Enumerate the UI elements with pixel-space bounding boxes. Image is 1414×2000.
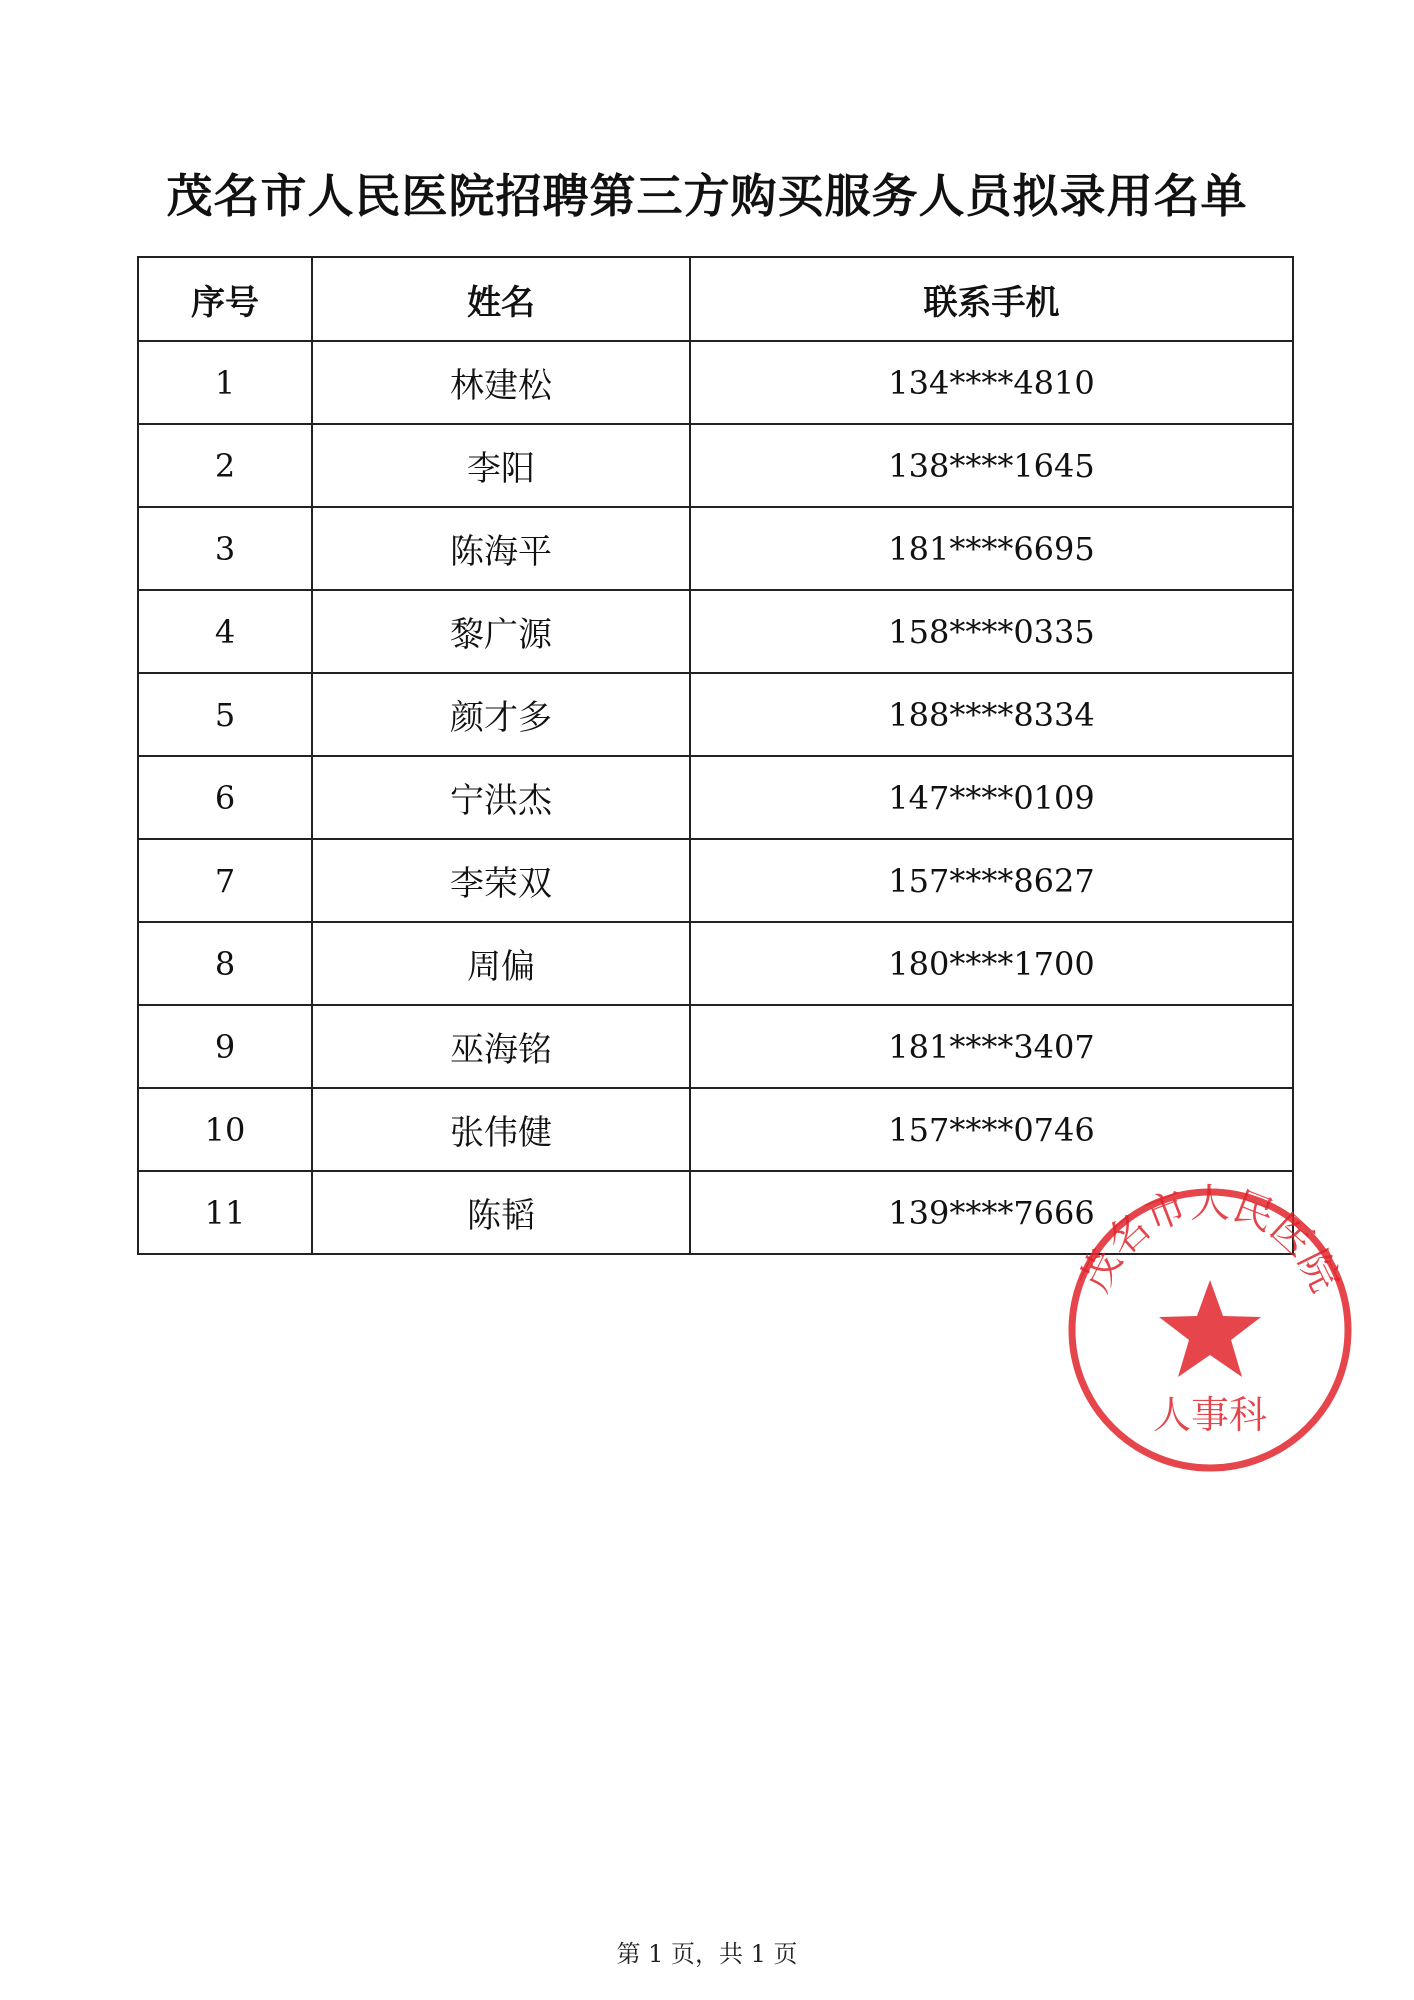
table-row xyxy=(138,507,1293,590)
star-icon xyxy=(1159,1280,1261,1377)
cell-index: 3 xyxy=(138,507,312,590)
cell-phone: 147****0109 xyxy=(690,756,1293,839)
table-row xyxy=(138,341,1293,424)
table-row xyxy=(138,1088,1293,1171)
table-row xyxy=(138,590,1293,673)
cell-name: 林建松 xyxy=(312,341,690,424)
cell-name: 陈海平 xyxy=(312,507,690,590)
cell-index: 9 xyxy=(138,1005,312,1088)
cell-index: 1 xyxy=(138,341,312,424)
cell-index: 8 xyxy=(138,922,312,1005)
table-row xyxy=(138,424,1293,507)
cell-phone: 157****8627 xyxy=(690,839,1293,922)
cell-index: 6 xyxy=(138,756,312,839)
cell-name: 张伟健 xyxy=(312,1088,690,1171)
cell-name: 周偏 xyxy=(312,922,690,1005)
cell-index: 5 xyxy=(138,673,312,756)
table-row xyxy=(138,839,1293,922)
table-row xyxy=(138,1005,1293,1088)
table-body xyxy=(138,341,1293,1254)
seal-ring-text: 茂名市人民医院 xyxy=(1072,1180,1348,1300)
cell-phone: 134****4810 xyxy=(690,341,1293,424)
table-row xyxy=(138,673,1293,756)
cell-name: 黎广源 xyxy=(312,590,690,673)
cell-phone: 158****0335 xyxy=(690,590,1293,673)
cell-phone: 188****8334 xyxy=(690,673,1293,756)
cell-phone: 181****3407 xyxy=(690,1005,1293,1088)
table-row xyxy=(138,756,1293,839)
cell-phone: 180****1700 xyxy=(690,922,1293,1005)
cell-phone: 138****1645 xyxy=(690,424,1293,507)
cell-phone: 139****7666 xyxy=(690,1171,1293,1254)
cell-index: 4 xyxy=(138,590,312,673)
roster-table xyxy=(137,256,1294,1255)
cell-name: 陈韬 xyxy=(312,1171,690,1254)
cell-name: 李荣双 xyxy=(312,839,690,922)
header-index: 序号 xyxy=(138,257,312,341)
cell-index: 7 xyxy=(138,839,312,922)
cell-index: 11 xyxy=(138,1171,312,1254)
page-footer: 第 1 页，共 1 页 xyxy=(616,1940,798,1968)
seal-center-text: 人事科 xyxy=(1152,1393,1268,1437)
cell-name: 李阳 xyxy=(312,424,690,507)
header-phone: 联系手机 xyxy=(690,257,1293,341)
official-seal xyxy=(1060,1180,1360,1480)
cell-index: 10 xyxy=(138,1088,312,1171)
page-title: 茂名市人民医院招聘第三方购买服务人员拟录用名单 xyxy=(166,169,1248,223)
cell-name: 颜才多 xyxy=(312,673,690,756)
cell-index: 2 xyxy=(138,424,312,507)
header-name: 姓名 xyxy=(312,257,690,341)
cell-name: 宁洪杰 xyxy=(312,756,690,839)
cell-name: 巫海铭 xyxy=(312,1005,690,1088)
table-row xyxy=(138,922,1293,1005)
cell-phone: 157****0746 xyxy=(690,1088,1293,1171)
cell-phone: 181****6695 xyxy=(690,507,1293,590)
table-header-row xyxy=(138,257,1293,341)
